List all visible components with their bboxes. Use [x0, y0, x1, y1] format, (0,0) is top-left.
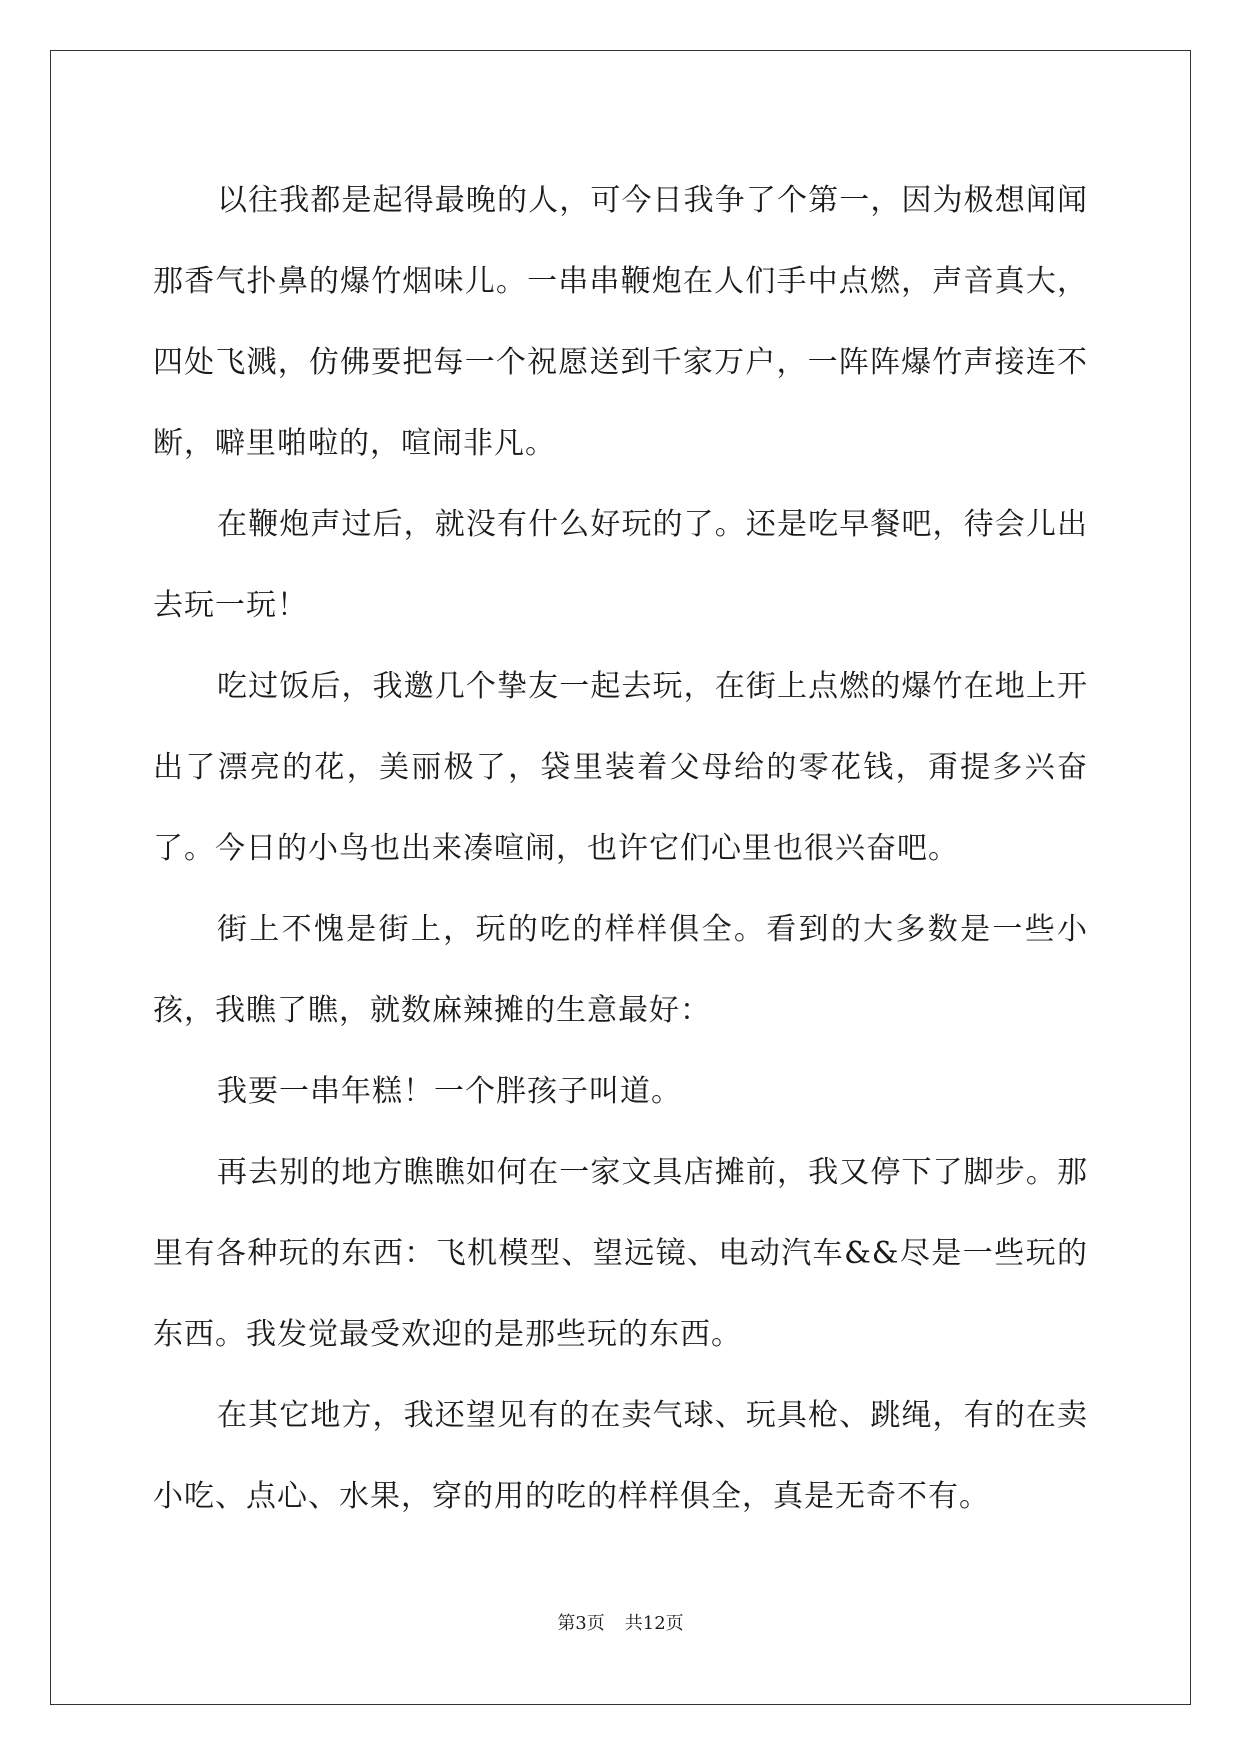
paragraph: 以往我都是起得最晚的人，可今日我争了个第一，因为极想闻闻那香气扑鼻的爆竹烟味儿。一串串鞭炮在人们手中点燃，声音真大，四处飞溅，仿佛要把每一个祝愿送到千家万户，一阵阵爆竹声接连不断，噼里啪啦的，喧闹非凡。: [153, 183, 1088, 461]
document-body: [153, 160, 1088, 1537]
paragraph: 在其它地方，我还望见有的在卖气球、玩具枪、跳绳，有的在卖小吃、点心、水果，穿的用的吃的样样俱全，真是无奇不有。: [153, 1398, 1088, 1514]
paragraph: 我要一串年糕！一个胖孩子叫道。: [217, 1074, 682, 1109]
page-footer: [0, 1612, 1241, 1636]
page-total: 共12页: [624, 1613, 684, 1634]
page-number: 第3页: [557, 1613, 605, 1634]
paragraph: 吃过饭后，我邀几个挚友一起去玩，在街上点燃的爆竹在地上开出了漂亮的花，美丽极了，袋里装着父母给的零花钱，甭提多兴奋了。今日的小鸟也出来凑喧闹，也许它们心里也很兴奋吧。: [153, 669, 1088, 866]
paragraph: 在鞭炮声过后，就没有什么好玩的了。还是吃早餐吧，待会儿出去玩一玩！: [153, 507, 1088, 623]
paragraph: 街上不愧是街上，玩的吃的样样俱全。看到的大多数是一些小孩，我瞧了瞧，就数麻辣摊的生意最好：: [153, 912, 1088, 1028]
paragraph: 再去别的地方瞧瞧如何在一家文具店摊前，我又停下了脚步。那里有各种玩的东西：飞机模型、望远镜、电动汽车&&尽是一些玩的东西。我发觉最受欢迎的是那些玩的东西。: [153, 1155, 1088, 1352]
